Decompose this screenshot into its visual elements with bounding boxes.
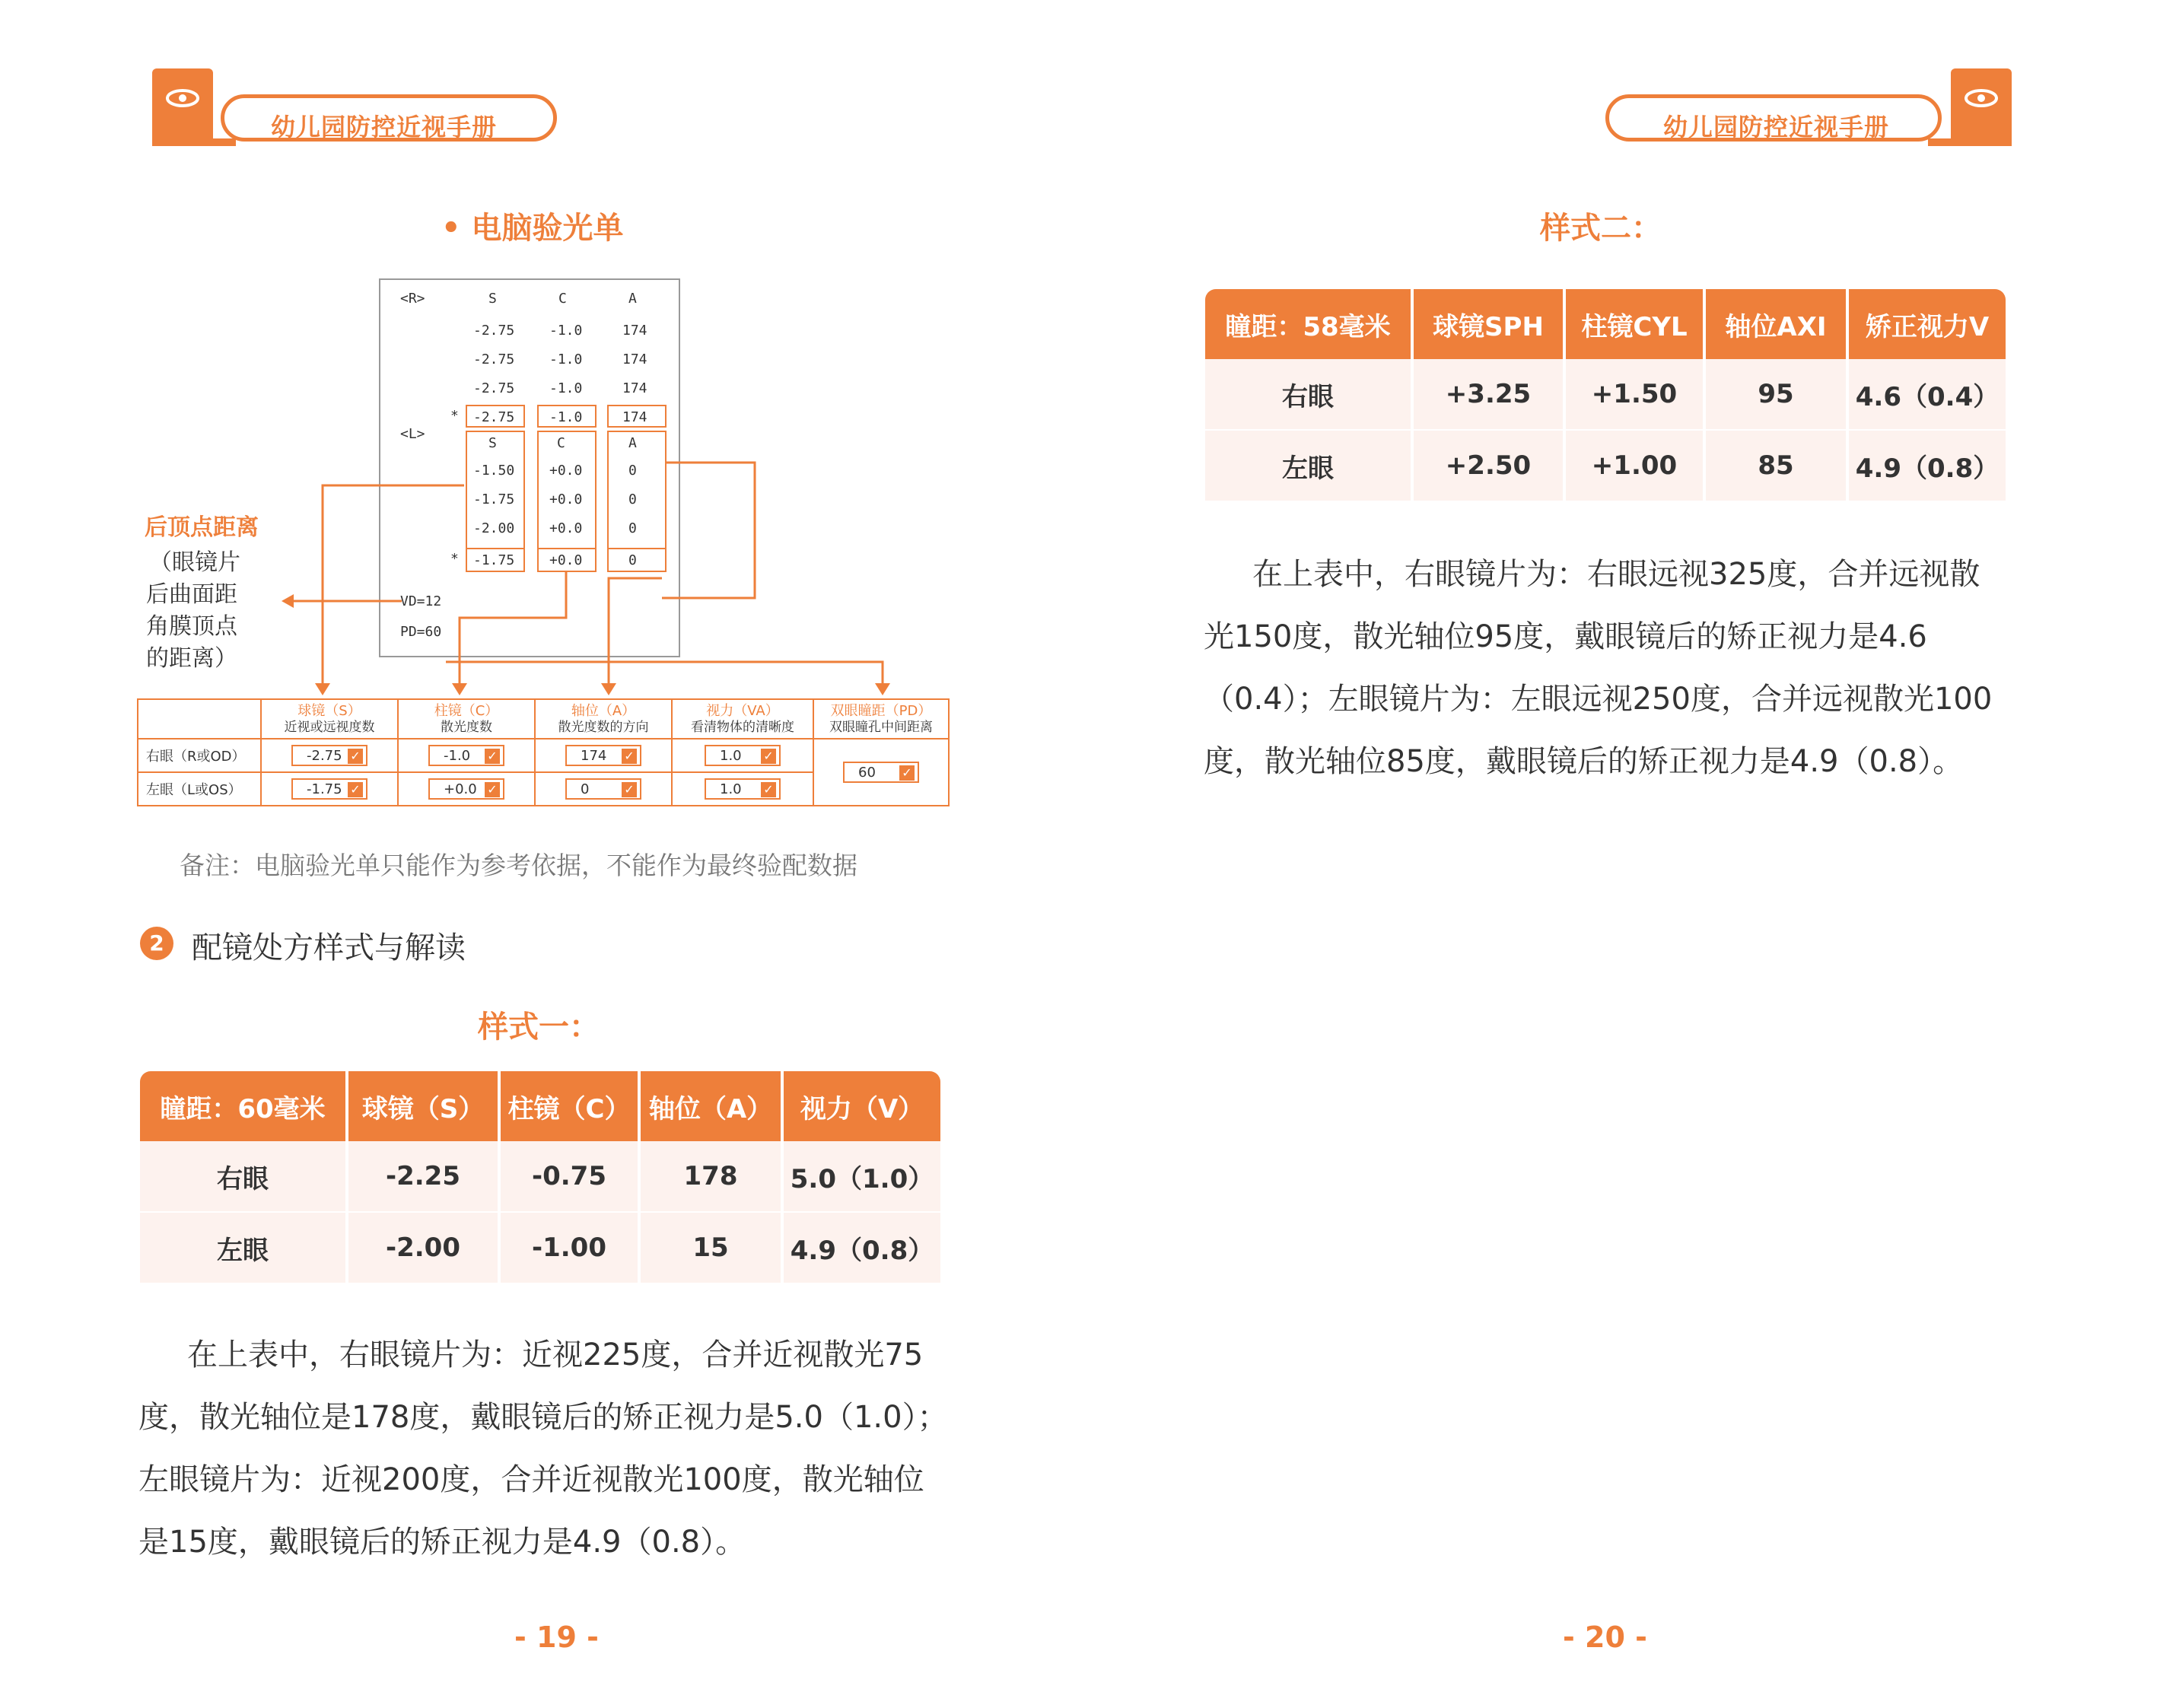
slip-r-row: -2.75 (473, 380, 515, 396)
table-cell: -0.75 (501, 1141, 638, 1211)
table-cell: -1.00 (501, 1211, 638, 1283)
mini-value-cell: +0.0 ✓ (398, 772, 535, 806)
slip-col-a: A (628, 291, 637, 307)
slip-l-avg: -1.75 (473, 552, 515, 568)
slip-l-avg: +0.0 (549, 552, 583, 568)
mini-header-cell: 视力（VA） 看清物体的清晰度 (672, 699, 813, 739)
table-cell: 4.6（0.4） (1849, 359, 2006, 429)
left-header-title: 幼儿园防控近视手册 (271, 113, 498, 142)
slip-star: * (450, 408, 459, 424)
table-header: 瞳距：60毫米 (140, 1071, 345, 1141)
mini-value-cell: -1.75 ✓ (261, 772, 398, 806)
slip-r-row: -1.0 (549, 351, 583, 367)
vertex-note-line: （眼镜片 (149, 549, 240, 576)
slip-r-label: <R> (400, 291, 425, 307)
table-cell: 4.9（0.8） (1849, 429, 2006, 501)
table-cell: 4.9（0.8） (784, 1211, 940, 1283)
table-cell: 5.0（1.0） (784, 1141, 940, 1211)
slip-r-row: 174 (622, 380, 647, 396)
table-cell: 左眼 (140, 1211, 345, 1283)
check-icon: ✓ (348, 782, 363, 797)
slip-note: 备注：电脑验光单只能作为参考依据，不能作为最终验配数据 (180, 851, 857, 880)
table-cell: +1.00 (1566, 429, 1703, 501)
mini-value-cell: -1.0 ✓ (398, 739, 535, 772)
table-cell: +1.50 (1566, 359, 1703, 429)
page-number-19: - 19 - (514, 1621, 599, 1654)
slip-l-row: -1.50 (473, 463, 515, 479)
mini-row-label: 左眼（L或OS） (138, 772, 261, 806)
mini-value-cell: 0 ✓ (535, 772, 672, 806)
table-cell: 15 (641, 1211, 781, 1283)
slip-r-avg: -1.0 (549, 409, 583, 425)
table-cell: +2.50 (1414, 429, 1563, 501)
table-header: 瞳距：58毫米 (1205, 289, 1411, 359)
style2-title: 样式二： (1540, 211, 1662, 246)
slip-section-title: • 电脑验光单 (441, 211, 624, 246)
table-header: 柱镜（C） (501, 1071, 638, 1141)
check-icon: ✓ (761, 749, 776, 764)
slip-col-c: C (558, 291, 567, 307)
slip-l-row: 0 (628, 491, 637, 507)
table1-explanation: 在上表中，右眼镜片为：近视225度，合并近视散光75 度，散光轴位是178度，戴眼镜后的矫正视力是5.0（1.0）； 左眼镜片为：近视200度，合并近视散光100度，散光轴位 是15度，戴眼镜后的矫正视力是4.9（0.8）。 (138, 1337, 948, 1560)
mini-empty-cell (138, 699, 261, 739)
slip-l-row: -2.00 (473, 520, 515, 536)
slip-col-s: S (488, 435, 497, 451)
right-header-bar (1928, 138, 2012, 146)
mini-header-cell: 轴位（A） 散光度数的方向 (535, 699, 672, 739)
table-cell: 左眼 (1205, 429, 1411, 501)
table-header: 视力（V） (784, 1071, 940, 1141)
table-cell: 178 (641, 1141, 781, 1211)
table-cell: 右眼 (1205, 359, 1411, 429)
check-icon: ✓ (899, 765, 915, 781)
style1-title: 样式一： (478, 1010, 600, 1045)
mini-value-cell: -2.75 ✓ (261, 739, 398, 772)
slip-r-row: 174 (622, 323, 647, 339)
mini-value-cell: 1.0 ✓ (672, 772, 813, 806)
slip-r-row: -2.75 (473, 323, 515, 339)
check-icon: ✓ (622, 749, 637, 764)
mini-value-cell: 174 ✓ (535, 739, 672, 772)
table-header: 矫正视力V (1849, 289, 2006, 359)
vertex-note-line: 的距离） (146, 645, 237, 672)
slip-col-a: A (628, 435, 637, 451)
check-icon: ✓ (485, 749, 500, 764)
mini-row-label: 右眼（R或OD） (138, 739, 261, 772)
page-number-20: - 20 - (1563, 1621, 1647, 1654)
table-header: 球镜SPH (1414, 289, 1563, 359)
prescription-table-1 (137, 1071, 943, 1283)
right-header-icon-block (1951, 68, 2012, 143)
slip-l-avg: 0 (628, 552, 637, 568)
table-cell: -2.25 (348, 1141, 498, 1211)
table-cell: 右眼 (140, 1141, 345, 1211)
slip-l-row: -1.75 (473, 491, 515, 507)
table-cell: 95 (1706, 359, 1846, 429)
slip-r-avg: 174 (622, 409, 647, 425)
vertex-note-line: 角膜顶点 (146, 613, 237, 640)
mini-header-cell: 柱镜（C） 散光度数 (398, 699, 535, 739)
slip-r-row: -1.0 (549, 323, 583, 339)
slip-r-row: -1.0 (549, 380, 583, 396)
slip-l-row: +0.0 (549, 491, 583, 507)
table-cell: +3.25 (1414, 359, 1563, 429)
sub-heading: 配镜处方样式与解读 (192, 930, 466, 965)
mini-header-cell: 球镜（S） 近视或远视度数 (261, 699, 398, 739)
vertex-note-title: 后顶点距离 (145, 514, 259, 541)
slip-vd: VD=12 (400, 593, 442, 609)
check-icon: ✓ (622, 782, 637, 797)
check-icon: ✓ (485, 782, 500, 797)
table2-explanation: 在上表中，右眼镜片为：右眼远视325度，合并远视散 光150度，散光轴位95度，戴眼镜后的矫正视力是4.6 （0.4）；左眼镜片为：左眼远视250度，合并远视散光100 度，散光轴位85度，戴眼镜后的矫正视力是4.9（0.8）。 (1204, 557, 1993, 779)
slip-col-c: C (557, 435, 565, 451)
slip-l-row: 0 (628, 520, 637, 536)
right-header-title: 幼儿园防控近视手册 (1663, 113, 1890, 142)
table-header: 轴位（A） (641, 1071, 781, 1141)
eye-icon (1964, 88, 1999, 108)
table-cell: -2.00 (348, 1211, 498, 1283)
slip-r-row: 174 (622, 351, 647, 367)
table-header: 柱镜CYL (1566, 289, 1703, 359)
slip-l-label: <L> (400, 426, 425, 442)
mini-header-cell: 双眼瞳距（PD） 双眼瞳孔中间距离 (813, 699, 949, 739)
slip-col-s: S (488, 291, 497, 307)
slip-l-row: +0.0 (549, 520, 583, 536)
number-badge: 2 (140, 927, 173, 960)
slip-r-row: -2.75 (473, 351, 515, 367)
check-icon: ✓ (348, 749, 363, 764)
mini-value-cell: 1.0 ✓ (672, 739, 813, 772)
slip-l-row: +0.0 (549, 463, 583, 479)
slip-l-row: 0 (628, 463, 637, 479)
vertex-note-line: 后曲面距 (146, 581, 237, 608)
mini-pd-cell: 60 ✓ (813, 739, 949, 806)
slip-r-avg: -2.75 (473, 409, 515, 425)
slip-pd: PD=60 (400, 624, 442, 640)
table-header: 轴位AXI (1706, 289, 1846, 359)
slip-star: * (450, 551, 459, 567)
check-icon: ✓ (761, 782, 776, 797)
table-header: 球镜（S） (348, 1071, 498, 1141)
table-cell: 85 (1706, 429, 1846, 501)
slip-summary-table (137, 698, 950, 806)
prescription-table-2 (1202, 289, 2009, 501)
